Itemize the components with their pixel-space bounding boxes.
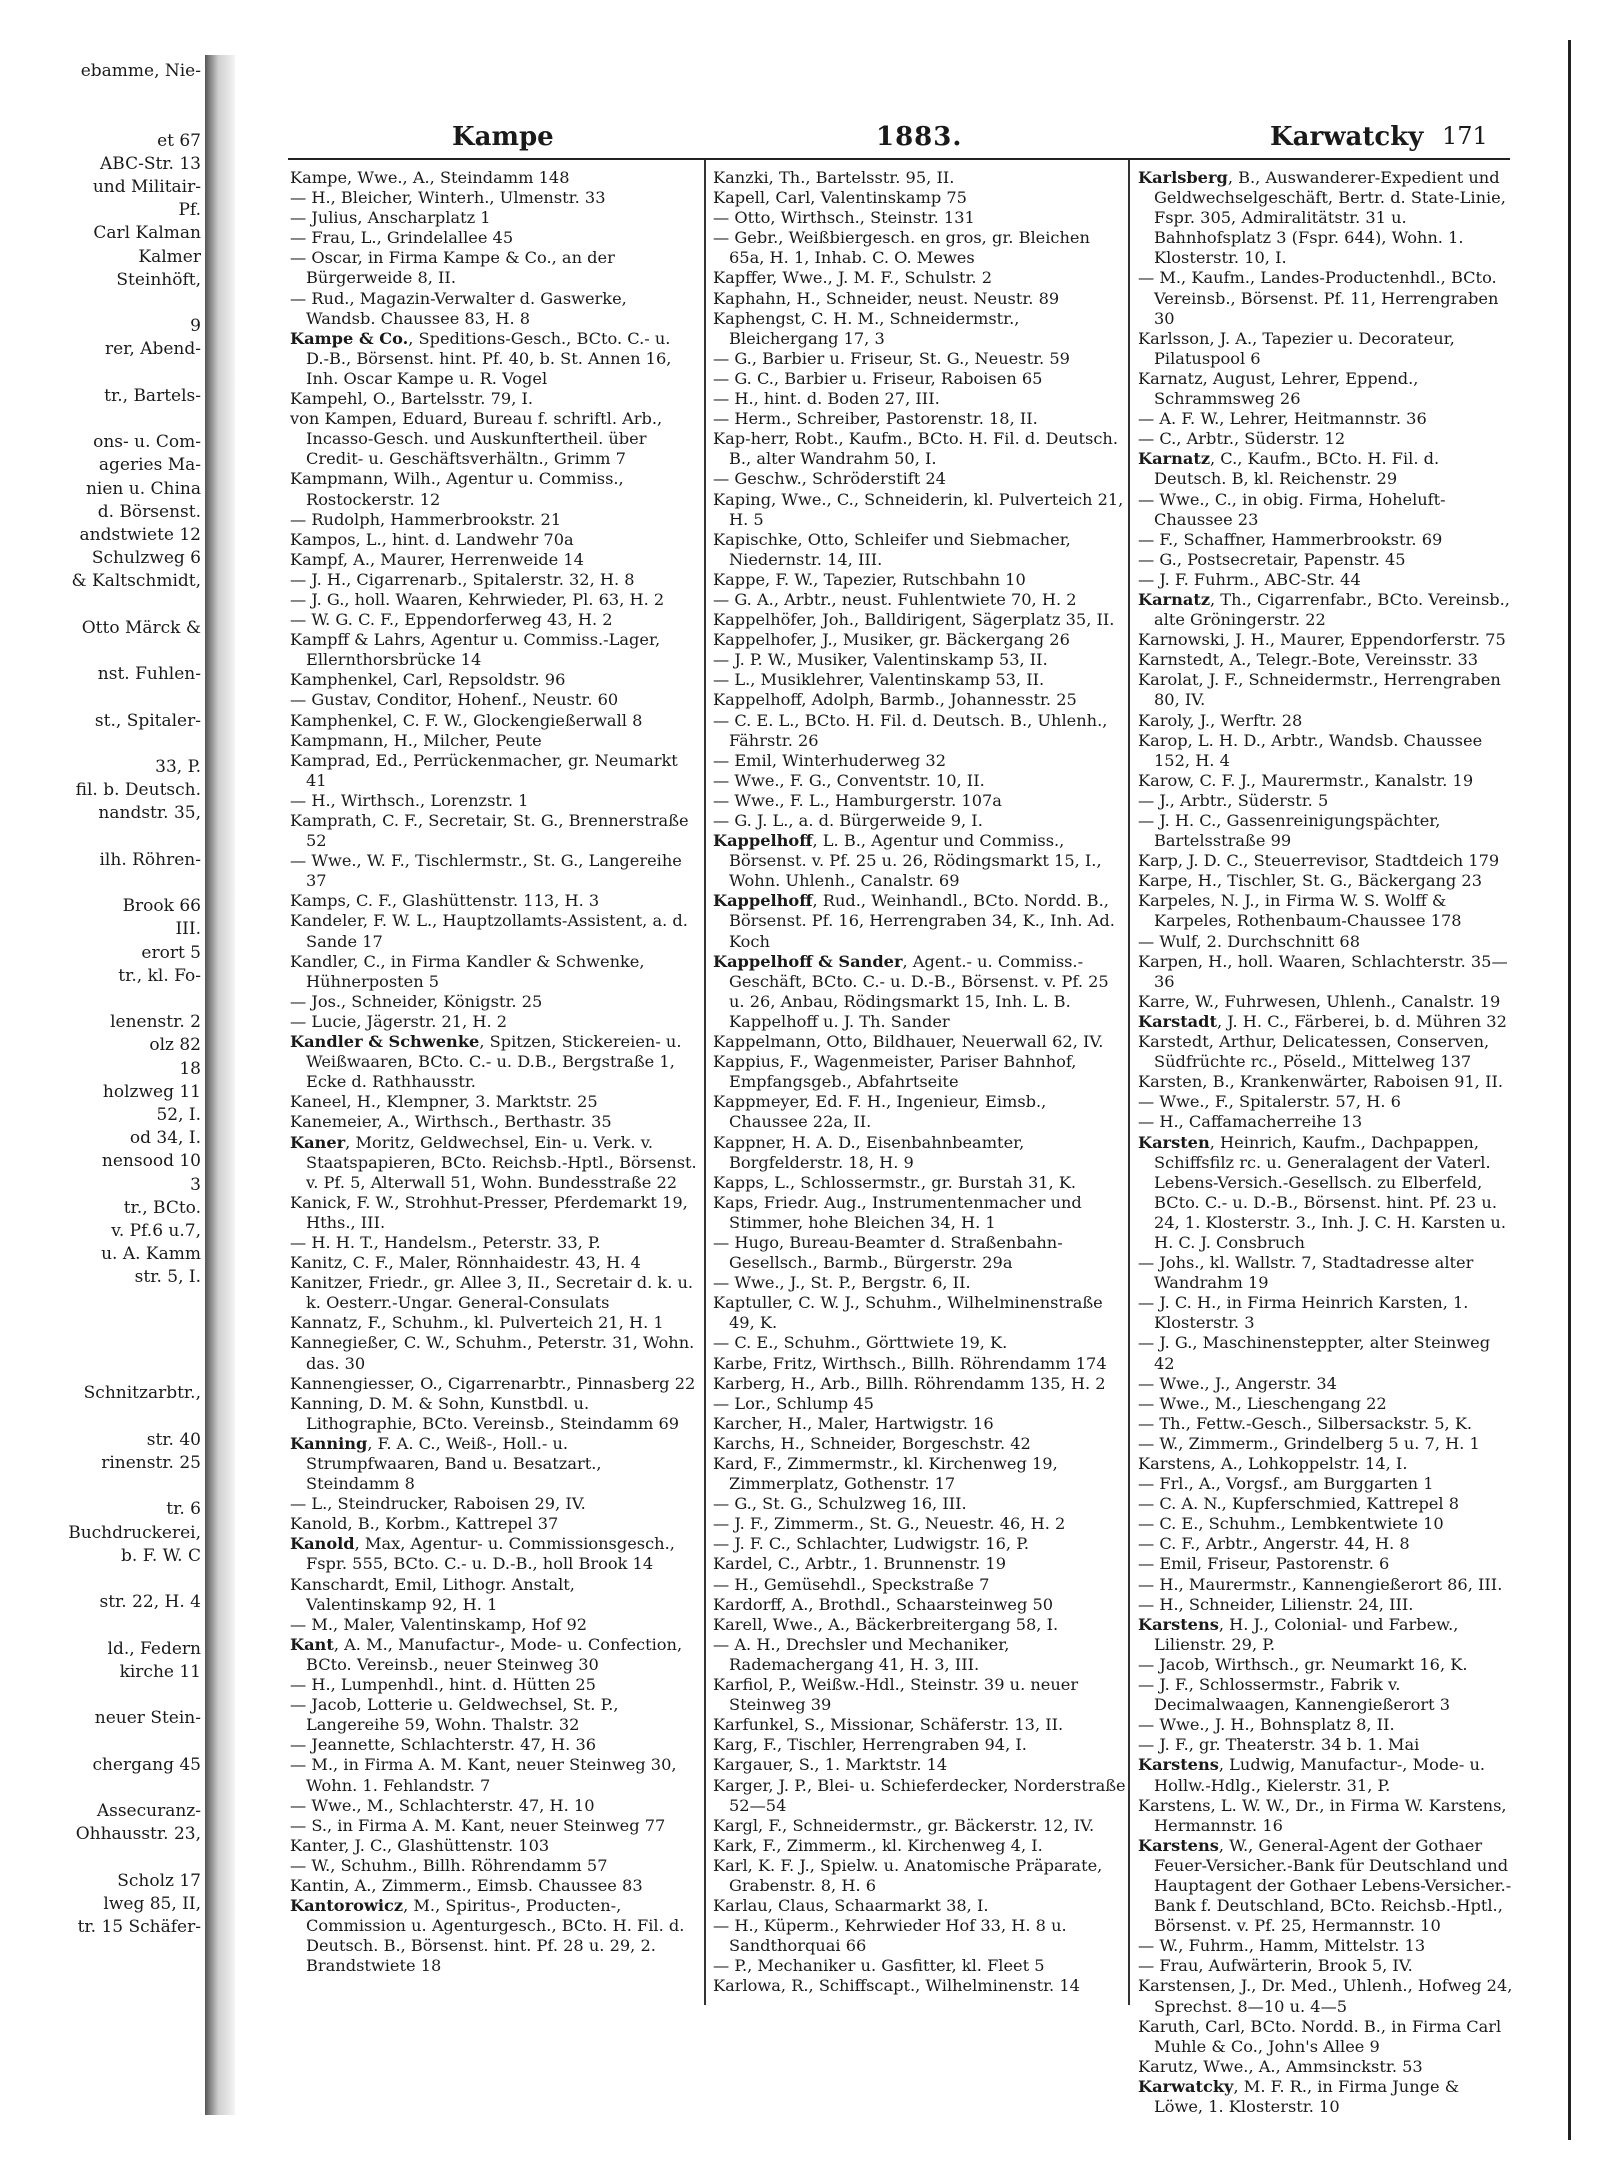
directory-entry: Kanning, D. M. & Sohn, Kunstbdl. u. Lithographie, BCto. Vereinsb., Steindamm 69 (290, 1393, 680, 1433)
directory-entry: — W., Zimmerm., Grindelberg 5 u. 7, H. 1 (1138, 1433, 1480, 1453)
directory-entry: Karg, F., Tischler, Herrengraben 94, I. (713, 1735, 1027, 1755)
directory-entry: — H., Caffamacherreihe 13 (1138, 1112, 1363, 1132)
directory-entry: Kampe & Co., Speditions-Gesch., BCto. C.- u. D.-B., Börsenst. hint. Pf. 40, b. St. Annen 16, Inh. Oscar Kampe u. R. Vogel (290, 328, 672, 388)
directory-entry: Kappelhoff, L. B., Agentur und Commiss., Börsenst. v. Pf. 25 u. 26, Rödingsmarkt 15, I., Wohn. Uhlenh., Canalstr. 69 (713, 831, 1102, 891)
directory-entry: Karlau, Claus, Schaarmarkt 38, I. (713, 1896, 989, 1916)
facing-page-line: u. A. Kamm (101, 1244, 201, 1265)
directory-entry: — Jacob, Lotterie u. Geldwechsel, St. P., Langereihe 59, Wohn. Thalstr. 32 (290, 1695, 619, 1735)
directory-entry: Kard, F., Zimmermstr., kl. Kirchenweg 19, Zimmerplatz, Gothenstr. 17 (713, 1454, 1058, 1494)
facing-page-line: Ohhausstr. 23, (75, 1824, 201, 1845)
directory-column-2 (713, 168, 1128, 2128)
directory-entry: Kanold, Max, Agentur- u. Commissionsgesch., Fspr. 555, BCto. C.- u. D.-B., holl Brook 14 (290, 1534, 675, 1574)
directory-entry: — P., Mechaniker u. Gasfitter, kl. Fleet 5 (713, 1956, 1045, 1976)
facing-page-line: Assecuranz- (96, 1801, 201, 1821)
directory-entry: Kapischke, Otto, Schleifer und Siebmacher, Niedernstr. 14, III. (713, 529, 1071, 569)
directory-entry: — Th., Fettw.-Gesch., Silbersackstr. 5, K. (1138, 1413, 1473, 1433)
directory-entry: Karop, L. H. D., Arbtr., Wandsb. Chaussee 152, H. 4 (1138, 730, 1483, 770)
directory-entry: — J. P. W., Musiker, Valentinskamp 53, II. (713, 650, 1048, 670)
column-divider (704, 160, 706, 2005)
directory-entry: — Rudolph, Hammerbrookstr. 21 (290, 509, 562, 529)
directory-entry: Karlowa, R., Schiffscapt., Wilhelminenstr. 14 (713, 1976, 1080, 1996)
directory-entry: — Wwe., M., Schlachterstr. 47, H. 10 (290, 1795, 595, 1815)
directory-entry: — Frau, Aufwärterin, Brook 5, IV. (1138, 1956, 1413, 1976)
directory-entry: — Julius, Anscharplatz 1 (290, 208, 491, 228)
facing-page-line: Pf. (178, 200, 201, 221)
facing-page-line: b. F. W. C (121, 1545, 201, 1566)
directory-entry: — Johs., kl. Wallstr. 7, Stadtadresse alter Wandrahm 19 (1138, 1253, 1474, 1293)
directory-entry: — W., Fuhrm., Hamm, Mittelstr. 13 (1138, 1936, 1426, 1956)
directory-entry: — C. E. L., BCto. H. Fil. d. Deutsch. B., Uhlenh., Fährstr. 26 (713, 710, 1108, 750)
directory-entry: Kappelhöfer, Joh., Balldirigent, Sägerplatz 35, II. (713, 610, 1115, 630)
facing-page-line: Brook 66 (122, 896, 201, 917)
facing-page-line: tr., Bartels- (104, 385, 201, 406)
facing-page-line: st., Spitaler- (94, 710, 201, 731)
directory-entry: Kamphenkel, Carl, Repsoldstr. 96 (290, 670, 566, 690)
facing-page-line: ebamme, Nie- (80, 61, 201, 81)
directory-entry: Karpe, H., Tischler, St. G., Bäckergang 23 (1138, 871, 1483, 891)
directory-entry: Kappelhoff, Rud., Weinhandl., BCto. Nordd. B., Börsenst. Pf. 16, Herrengraben 34, K., Inh. Ad. Koch (713, 891, 1115, 951)
directory-entry: — G., Postsecretair, Papenstr. 45 (1138, 549, 1406, 569)
directory-entry: Kampehl, O., Bartelsstr. 79, I. (290, 389, 534, 409)
facing-page-line: nandstr. 35, (98, 803, 201, 824)
facing-page-line: neuer Stein- (94, 1708, 201, 1729)
directory-entry: — J. F., Schlossermstr., Fabrik v. Decimalwaagen, Kannengießerort 3 (1138, 1675, 1451, 1715)
facing-page-line: fil. b. Deutsch. (75, 780, 201, 801)
directory-entry: — Rud., Magazin-Verwalter d. Gaswerke, Wandsb. Chaussee 83, H. 8 (290, 288, 627, 328)
directory-entry: Kamprad, Ed., Perrückenmacher, gr. Neumarkt 41 (290, 750, 678, 790)
directory-entry: — Jacob, Wirthsch., gr. Neumarkt 16, K. (1138, 1654, 1468, 1674)
directory-entry: Kargl, F., Schneidermstr., gr. Bäckerstr. 12, IV. (713, 1815, 1095, 1835)
directory-entry: Kappelhofer, J., Musiker, gr. Bäckergang 26 (713, 630, 1070, 650)
directory-entry: Karstensen, J., Dr. Med., Uhlenh., Hofweg 24, Sprechst. 8—10 u. 4—5 (1138, 1976, 1513, 2016)
directory-entry: Karfunkel, S., Missionar, Schäferstr. 13, II. (713, 1715, 1064, 1735)
directory-entry: — Emil, Winterhuderweg 32 (713, 750, 946, 770)
directory-entry: Karsten, Heinrich, Kaufm., Dachpappen, Schiffsfilz rc. u. Generalagent der Vaterl. Lebens-Versich.-Gesellsch. zu Elberfeld, BCto. C.- u. D.-B., Börsenst. hint. Pf. 23 u. 24, 1. Klosterstr. 3., Inh. J. C. H. Karsten u. H. C. J. Consbruch (1138, 1132, 1507, 1252)
directory-entry: Kaphahn, H., Schneider, neust. Neustr. 89 (713, 288, 1060, 308)
facing-page-line: 33, P. (155, 757, 201, 777)
directory-entry: — C. E., Schuhm., Görttwiete 19, K. (713, 1333, 1008, 1353)
directory-entry: — J. F. Fuhrm., ABC-Str. 44 (1138, 569, 1361, 589)
facing-page-line: III. (175, 919, 201, 940)
directory-entry: Karstadt, J. H. C., Färberei, b. d. Mühren 32 (1138, 1011, 1507, 1031)
directory-entry: — C. E., Schuhm., Lembkentwiete 10 (1138, 1514, 1444, 1534)
directory-entry: Kappelhoff & Sander, Agent.- u. Commiss.-Geschäft, BCto. C.- u. D.-B., Börsenst. v. Pf. 25 u. 26, Anbau, Rödingsmarkt 15, Inh. L. B. Kappelhoff u. J. Th. Sander (713, 951, 1109, 1031)
directory-entry: — Jos., Schneider, Königstr. 25 (290, 991, 543, 1011)
directory-entry: Kappius, F., Wagenmeister, Pariser Bahnhof, Empfangsgeb., Abfahrtseite (713, 1052, 1077, 1092)
facing-page-line: 18 (179, 1058, 201, 1079)
directory-entry: Kappmeyer, Ed. F. H., Ingenieur, Eimsb., Chaussee 22a, II. (713, 1092, 1047, 1132)
directory-entry: Karstens, Ludwig, Manufactur-, Mode- u. Hollw.-Hdlg., Kielerstr. 31, P. (1138, 1755, 1486, 1795)
directory-entry: Karstens, H. J., Colonial- und Farbew., Lilienstr. 29, P. (1138, 1614, 1459, 1654)
page-number: 171 (1442, 122, 1488, 150)
directory-entry: Karstedt, Arthur, Delicatessen, Conserven, Südfrüchte rc., Pöseld., Mittelweg 137 (1138, 1032, 1490, 1072)
directory-entry: — Otto, Wirthsch., Steinstr. 131 (713, 208, 975, 228)
directory-entry: — M., Kaufm., Landes-Productenhdl., BCto. Vereinsb., Börsenst. Pf. 11, Herrengraben 30 (1138, 268, 1499, 328)
directory-entry: Karnatz, August, Lehrer, Eppend., Schrammsweg 26 (1138, 368, 1419, 409)
directory-entry: Karp, J. D. C., Steuerrevisor, Stadtdeich 179 (1138, 851, 1500, 871)
directory-entry: — L., Steindrucker, Raboisen 29, IV. (290, 1494, 586, 1514)
directory-entry: — G., St. G., Schulzweg 16, III. (713, 1494, 967, 1514)
facing-page-line: erort 5 (141, 942, 201, 963)
directory-entry: — F., Schaffner, Hammerbrookstr. 69 (1138, 529, 1443, 549)
directory-entry: — W., Schuhm., Billh. Röhrendamm 57 (290, 1855, 608, 1875)
facing-page-line: andstwiete 12 (79, 525, 201, 545)
facing-page-line: & Kaltschmidt, (71, 571, 201, 592)
directory-entry: Karnstedt, A., Telegr.-Bote, Vereinsstr. 33 (1138, 650, 1479, 670)
directory-entry: — Herm., Schreiber, Pastorenstr. 18, II. (713, 409, 1038, 429)
directory-entry: Kaner, Moritz, Geldwechsel, Ein- u. Verk. v. Staatspapieren, BCto. Reichsb.-Hptl., Börsenst. v. Pf. 5, Alterwall 51, Wohn. Bundesstraße 22 (290, 1132, 697, 1192)
facing-page-line: chergang 45 (92, 1754, 201, 1775)
directory-entry: — Frl., A., Vorgsf., am Burggarten 1 (1138, 1474, 1434, 1494)
directory-entry: Kampf, A., Maurer, Herrenweide 14 (290, 549, 584, 569)
facing-page-line: lenenstr. 2 (110, 1012, 201, 1033)
running-head-year: 1883. (876, 122, 963, 152)
directory-entry: Kargauer, S., 1. Marktstr. 14 (713, 1755, 948, 1775)
directory-entry: Kappelhoff, Adolph, Barmb., Johannesstr. 25 (713, 690, 1077, 710)
directory-entry: — J. C. H., in Firma Heinrich Karsten, 1. Klosterstr. 3 (1138, 1293, 1469, 1333)
directory-entry: — C. A. N., Kupferschmied, Kattrepel 8 (1138, 1494, 1460, 1514)
directory-entry: — Emil, Friseur, Pastorenstr. 6 (1138, 1554, 1390, 1574)
directory-entry: Karnatz, Th., Cigarrenfabr., BCto. Vereinsb., alte Gröningerstr. 22 (1138, 589, 1510, 630)
directory-entry: Karnatz, C., Kaufm., BCto. H. Fil. d. Deutsch. B, kl. Reichenstr. 29 (1138, 449, 1440, 489)
directory-entry: Kandler & Schwenke, Spitzen, Stickereien- u. Weißwaaren, BCto. C.- u. D.B., Bergstraße 1, Ecke d. Rathhausstr. (290, 1032, 682, 1092)
directory-entry: — Frau, L., Grindelallee 45 (290, 228, 514, 248)
directory-entry: — Wwe., M., Lieschengang 22 (1138, 1393, 1387, 1413)
directory-entry: — Lor., Schlump 45 (713, 1393, 874, 1413)
directory-entry: — C., Arbtr., Süderstr. 12 (1138, 429, 1346, 449)
directory-entry: Kaps, Friedr. Aug., Instrumentenmacher und Stimmer, hohe Bleichen 34, H. 1 (713, 1192, 1082, 1232)
facing-page-line: tr., kl. Fo- (118, 965, 201, 986)
directory-entry: — H., hint. d. Boden 27, III. (713, 389, 940, 409)
directory-entry: — J. H., Cigarrenarb., Spitalerstr. 32, H. 8 (290, 569, 635, 589)
directory-column-1 (290, 168, 698, 2128)
directory-entry: — Jeannette, Schlachterstr. 47, H. 36 (290, 1735, 597, 1755)
directory-entry: — Gustav, Conditor, Hohenf., Neustr. 60 (290, 690, 619, 710)
running-head-left: Kampe (452, 122, 554, 152)
directory-entry: Karchs, H., Schneider, Borgeschstr. 42 (713, 1433, 1031, 1453)
directory-entry: — W. G. C. F., Eppendorferweg 43, H. 2 (290, 610, 613, 630)
directory-entry: Karre, W., Fuhrwesen, Uhlenh., Canalstr. 19 (1138, 991, 1501, 1011)
facing-page-line: ageries Ma- (98, 455, 201, 476)
directory-entry: — H., Lumpenhdl., hint. d. Hütten 25 (290, 1675, 596, 1695)
directory-entry: Kardorff, A., Brothdl., Schaarsteinweg 50 (713, 1594, 1054, 1614)
facing-page-line: ABC-Str. 13 (99, 153, 201, 174)
page-edge-line (1568, 40, 1571, 2140)
directory-entry: — Gebr., Weißbiergesch. en gros, gr. Bleichen 65a, H. 1, Inhab. C. O. Mewes (713, 228, 1090, 268)
directory-entry: — J. F. C., Schlachter, Ludwigstr. 16, P. (713, 1534, 1029, 1554)
facing-page-line: rinenstr. 25 (101, 1453, 201, 1473)
directory-entry: Kanter, J. C., Glashüttenstr. 103 (290, 1835, 550, 1855)
facing-page-line: str. 5, I. (134, 1267, 201, 1288)
directory-entry: — Wwe., F. L., Hamburgerstr. 107a (713, 790, 1002, 810)
directory-entry: Kap-herr, Robt., Kaufm., BCto. H. Fil. d. Deutsch. B., alter Wandrahm 50, I. (713, 429, 1118, 469)
directory-entry: — H., Küperm., Kehrwieder Hof 33, H. 8 u. Sandthorquai 66 (713, 1916, 1067, 1956)
directory-entry: Karow, C. F. J., Maurermstr., Kanalstr. 19 (1138, 770, 1474, 790)
directory-entry: Karcher, H., Maler, Hartwigstr. 16 (713, 1413, 994, 1433)
facing-page-line: olz 82 (149, 1035, 201, 1056)
directory-entry: — Wwe., F. G., Conventstr. 10, II. (713, 770, 985, 790)
directory-entry: — H., Gemüsehdl., Speckstraße 7 (713, 1574, 990, 1594)
facing-page-line: kirche 11 (119, 1661, 201, 1682)
directory-entry: Kappelmann, Otto, Bildhauer, Neuerwall 62, IV. (713, 1032, 1104, 1052)
directory-entry: — H., Bleicher, Winterh., Ulmenstr. 33 (290, 188, 606, 208)
facing-page-line: tr. 6 (166, 1499, 201, 1520)
facing-page-line: tr. 15 Schäfer- (77, 1917, 201, 1937)
facing-page-line: Carl Kalman (93, 223, 201, 244)
directory-entry: Kaping, Wwe., C., Schneiderin, kl. Pulverteich 21, H. 5 (713, 489, 1124, 529)
directory-entry: Kantin, A., Zimmerm., Eimsb. Chaussee 83 (290, 1875, 643, 1895)
directory-entry: — H., Schneider, Lilienstr. 24, III. (1138, 1594, 1414, 1614)
directory-entry: Karstens, A., Lohkoppelstr. 14, I. (1138, 1454, 1408, 1473)
directory-entry: Karoly, J., Werftr. 28 (1138, 710, 1303, 730)
facing-page-line: lweg 85, II, (103, 1893, 201, 1914)
facing-page-line: Scholz 17 (117, 1870, 201, 1891)
facing-page-line: v. Pf.6 u.7, (111, 1221, 201, 1241)
book-gutter (205, 55, 235, 2115)
directory-entry: — G. J. L., a. d. Bürgerweide 9, I. (713, 811, 983, 830)
directory-entry: Karlsberg, B., Auswanderer-Expedient und Geldwechselgeschäft, Bertr. d. State-Linie, Fspr. 305, Admiralitätstr. 31 u. Bahnhofsplatz 3 (Fspr. 644), Wohn. 1. Klosterstr. 10, I. (1138, 168, 1506, 268)
directory-entry: Karfiol, P., Weißw.-Hdl., Steinstr. 39 u. neuer Steinweg 39 (713, 1675, 1079, 1715)
directory-entry: Kantorowicz, M., Spiritus-, Producten-, Commission u. Agenturgesch., BCto. H. Fil. d. Deutsch. B., Börsenst. hint. Pf. 28 u. 29, 2. Brandstwiete 18 (290, 1896, 685, 1976)
directory-entry: Kanning, F. A. C., Weiß-, Holl.- u. Strumpfwaaren, Band u. Besatzart., Steindamm 8 (290, 1433, 602, 1494)
directory-entry: — Wulf, 2. Durchschnitt 68 (1138, 931, 1361, 951)
directory-entry: — J. H. C., Gassenreinigungspächter, Bartelsstraße 99 (1138, 811, 1441, 851)
directory-entry: Kaneel, H., Klempner, 3. Marktstr. 25 (290, 1092, 598, 1112)
directory-entry: — Wwe., J., St. P., Bergstr. 6, II. (713, 1273, 971, 1293)
facing-page-line: str. 22, H. 4 (99, 1592, 201, 1613)
facing-page-line: d. Börsenst. (97, 501, 201, 522)
directory-entry: Karnowski, J. H., Maurer, Eppendorferstr. 75 (1138, 630, 1506, 650)
directory-entry: — H. H. T., Handelsm., Peterstr. 33, P. (290, 1232, 601, 1252)
directory-entry: Kapell, Carl, Valentinskamp 75 (713, 188, 967, 208)
directory-entry: Kannegießer, C. W., Schuhm., Peterstr. 31, Wohn. das. 30 (290, 1333, 695, 1373)
directory-entry: Karl, K. F. J., Spielw. u. Anatomische Präparate, Grabenstr. 8, H. 6 (713, 1855, 1103, 1895)
directory-entry: Kapffer, Wwe., J. M. F., Schulstr. 2 (713, 268, 993, 288)
directory-entry: Kapps, L., Schlossermstr., gr. Burstah 31, K. (713, 1172, 1077, 1192)
directory-entry: Kaptuller, C. W. J., Schuhm., Wilhelminenstraße 49, K. (713, 1293, 1103, 1333)
directory-entry: Kanitz, C. F., Maler, Rönnhaidestr. 43, H. 4 (290, 1253, 641, 1273)
facing-page-line: 3 (190, 1174, 201, 1195)
directory-entry: Karbe, Fritz, Wirthsch., Billh. Röhrendamm 174 (713, 1353, 1107, 1373)
directory-entry: — Wwe., C., in obig. Firma, Hoheluft-Chaussee 23 (1138, 489, 1446, 529)
directory-entry: Karsten, B., Krankenwärter, Raboisen 91, II. (1138, 1072, 1504, 1092)
directory-entry: Kanschardt, Emil, Lithogr. Anstalt, Valentinskamp 92, H. 1 (290, 1574, 575, 1614)
directory-entry: — Lucie, Jägerstr. 21, H. 2 (290, 1011, 508, 1031)
facing-page-line: 9 (190, 316, 201, 337)
facing-page-line: Buchdruckerei, (68, 1522, 201, 1543)
running-head-right: Karwatcky (1270, 122, 1424, 152)
directory-entry: Kanitzer, Friedr., gr. Allee 3, II., Secretair d. k. u. k. Oesterr.-Ungar. General-Consulats (290, 1273, 694, 1313)
directory-entry: Kandeler, F. W. L., Hauptzollamts-Assistent, a. d. Sande 17 (290, 911, 688, 951)
directory-entry: Kanold, B., Korbm., Kattrepel 37 (290, 1514, 559, 1534)
directory-entry: — L., Musiklehrer, Valentinskamp 53, II. (713, 670, 1045, 690)
directory-entry: Kanemeier, A., Wirthsch., Berthastr. 35 (290, 1112, 612, 1132)
facing-page-line: Schnitzarbtr., (83, 1383, 201, 1404)
directory-entry: Kampmann, Wilh., Agentur u. Commiss., Rostockerstr. 12 (290, 469, 624, 509)
directory-entry: Kampe, Wwe., A., Steindamm 148 (290, 168, 570, 187)
directory-entry: Kampff & Lahrs, Agentur u. Commiss.-Lager, Ellernthorsbrücke 14 (290, 630, 661, 670)
directory-entry: — Wwe., J., Angerstr. 34 (1138, 1373, 1337, 1393)
directory-entry: — Wwe., W. F., Tischlermstr., St. G., Langereihe 37 (290, 851, 682, 891)
facing-page-line: und Militair- (92, 177, 201, 197)
directory-entry: Kannengiesser, O., Cigarrenarbtr., Pinnasberg 22 (290, 1373, 696, 1393)
directory-entry: Kampmann, H., Milcher, Peute (290, 730, 542, 750)
facing-page-line: Kalmer (138, 246, 201, 267)
directory-entry: — M., in Firma A. M. Kant, neuer Steinweg 30, Wohn. 1. Fehlandstr. 7 (290, 1755, 677, 1795)
directory-entry: — G., Barbier u. Friseur, St. G., Neuestr. 59 (713, 348, 1070, 368)
facing-page-line: holzweg 11 (102, 1081, 201, 1102)
directory-entry: — G. C., Barbier u. Friseur, Raboisen 65 (713, 368, 1043, 388)
directory-entry: — Oscar, in Firma Kampe & Co., an der Bürgerweide 8, II. (290, 248, 615, 288)
directory-entry: — S., in Firma A. M. Kant, neuer Steinweg 77 (290, 1815, 666, 1835)
directory-entry: — J. F., gr. Theaterstr. 34 b. 1. Mai (1138, 1735, 1420, 1755)
directory-entry: Kandler, C., in Firma Kandler & Schwenke, Hühnerposten 5 (290, 951, 645, 991)
directory-entry: Kappe, F. W., Tapezier, Rutschbahn 10 (713, 569, 1026, 589)
directory-entry: Kardel, C., Arbtr., 1. Brunnenstr. 19 (713, 1554, 1006, 1574)
directory-entry: Kamprath, C. F., Secretair, St. G., Brennerstraße 52 (290, 811, 689, 851)
facing-page-line: nst. Fuhlen- (97, 664, 201, 685)
column-divider (1128, 160, 1130, 2005)
facing-page-fragment (0, 60, 205, 2100)
directory-entry: Kaphengst, C. H. M., Schneidermstr., Bleichergang 17, 3 (713, 308, 1020, 348)
facing-page-line: 52, I. (156, 1105, 201, 1125)
facing-page-line: Steinhöft, (116, 269, 201, 290)
directory-entry: von Kampen, Eduard, Bureau f. schriftl. Arb., Incasso-Gesch. und Auskunftertheil. über Credit- u. Geschäftsverhältn., Grimm 7 (290, 409, 663, 469)
directory-entry: — J. G., Maschinensteppter, alter Steinweg 42 (1138, 1333, 1491, 1373)
directory-entry: — H., Wirthsch., Lorenzstr. 1 (290, 790, 529, 810)
directory-entry: — Wwe., J. H., Bohnsplatz 8, II. (1138, 1715, 1395, 1735)
facing-page-line: et 67 (157, 130, 201, 151)
directory-entry: Kamps, C. F., Glashüttenstr. 113, H. 3 (290, 891, 600, 911)
directory-entry: Kampos, L., hint. d. Landwehr 70a (290, 529, 574, 549)
directory-entry: — H., Maurermstr., Kannengießerort 86, III. (1138, 1574, 1503, 1594)
facing-page-line: str. 40 (146, 1429, 201, 1450)
directory-entry: Kanick, F. W., Strohhut-Presser, Pferdemarkt 19, Hths., III. (290, 1192, 688, 1232)
directory-entry: Kant, A. M., Manufactur-, Mode- u. Confection, BCto. Vereinsb., neuer Steinweg 30 (290, 1634, 683, 1674)
directory-entry: Karutz, Wwe., A., Ammsinckstr. 53 (1138, 2056, 1423, 2076)
directory-entry: — M., Maler, Valentinskamp, Hof 92 (290, 1614, 588, 1634)
directory-entry: Karger, J. P., Blei- u. Schieferdecker, Norderstraße 52—54 (713, 1775, 1126, 1815)
directory-entry: Karberg, H., Arb., Billh. Röhrendamm 135, H. 2 (713, 1373, 1106, 1393)
directory-entry: — Hugo, Bureau-Beamter d. Straßenbahn-Gesellsch., Barmb., Bürgerstr. 29a (713, 1232, 1063, 1273)
facing-page-line: tr., BCto. (123, 1197, 201, 1218)
facing-page-line: Schulzweg 6 (91, 548, 201, 569)
directory-entry: Karpeles, N. J., in Firma W. S. Wolff & Karpeles, Rothenbaum-Chaussee 178 (1138, 891, 1462, 931)
directory-entry: Karell, Wwe., A., Bäckerbreitergang 58, I. (713, 1614, 1059, 1634)
directory-entry: — A. F. W., Lehrer, Heitmannstr. 36 (1138, 409, 1427, 429)
facing-page-line: Otto Märck & (81, 617, 201, 638)
facing-page-line: ld., Federn (107, 1638, 201, 1659)
directory-entry: Karstens, W., General-Agent der Gothaer Feuer-Versicher.-Bank für Deutschland und Hauptagent der Gothaer Lebens-Versicher.-Bank f. Deutschland, BCto. Reichsb.-Hptl., Börsenst. v. Pf. 25, Hermannstr. 10 (1138, 1835, 1512, 1936)
directory-entry: Karstens, L. W. W., Dr., in Firma W. Karstens, Hermannstr. 16 (1138, 1795, 1507, 1835)
facing-page-line: nensood 10 (101, 1151, 201, 1172)
directory-entry: Karuth, Carl, BCto. Nordd. B., in Firma Carl Muhle & Co., John's Allee 9 (1138, 2016, 1502, 2056)
facing-page-line: od 34, I. (129, 1128, 201, 1149)
directory-entry: — Geschw., Schröderstift 24 (713, 469, 946, 489)
directory-entry: — J. G., holl. Waaren, Kehrwieder, Pl. 63, H. 2 (290, 589, 665, 609)
directory-entry: — Wwe., F., Spitalerstr. 57, H. 6 (1138, 1092, 1401, 1112)
facing-page-line: rer, Abend- (104, 339, 201, 360)
directory-entry: Kamphenkel, C. F. W., Glockengießerwall 8 (290, 710, 643, 730)
directory-entry: — J., Arbtr., Süderstr. 5 (1138, 790, 1329, 810)
facing-page-line: nien u. China (85, 478, 201, 499)
directory-entry: Kanzki, Th., Bartelsstr. 95, II. (713, 168, 955, 187)
directory-entry: — J. F., Zimmerm., St. G., Neuestr. 46, H. 2 (713, 1514, 1066, 1534)
directory-entry: Karlsson, J. A., Tapezier u. Decorateur, Pilatuspool 6 (1138, 328, 1455, 368)
directory-column-3 (1138, 168, 1513, 2128)
directory-entry: Karpen, H., holl. Waaren, Schlachterstr. 35—36 (1138, 951, 1508, 991)
directory-entry: Karwatcky, M. F. R., in Firma Junge & Löwe, 1. Klosterstr. 10 (1138, 2076, 1460, 2116)
directory-entry: — G. A., Arbtr., neust. Fuhlentwiete 70, H. 2 (713, 589, 1077, 609)
header-rule (288, 158, 1510, 160)
directory-entry: Kappner, H. A. D., Eisenbahnbeamter, Borgfelderstr. 18, H. 9 (713, 1132, 1025, 1172)
facing-page-line: ons- u. Com- (93, 432, 201, 453)
directory-entry: — C. F., Arbtr., Angerstr. 44, H. 8 (1138, 1534, 1410, 1554)
facing-page-line: ilh. Röhren- (99, 849, 201, 870)
directory-entry: — A. H., Drechsler und Mechaniker, Rademachergang 41, H. 3, III. (713, 1634, 1010, 1674)
directory-entry: Karolat, J. F., Schneidermstr., Herrengraben 80, IV. (1138, 670, 1501, 710)
directory-entry: Kannatz, F., Schuhm., kl. Pulverteich 21, H. 1 (290, 1313, 664, 1333)
directory-entry: Kark, F., Zimmerm., kl. Kirchenweg 4, I. (713, 1835, 1043, 1855)
